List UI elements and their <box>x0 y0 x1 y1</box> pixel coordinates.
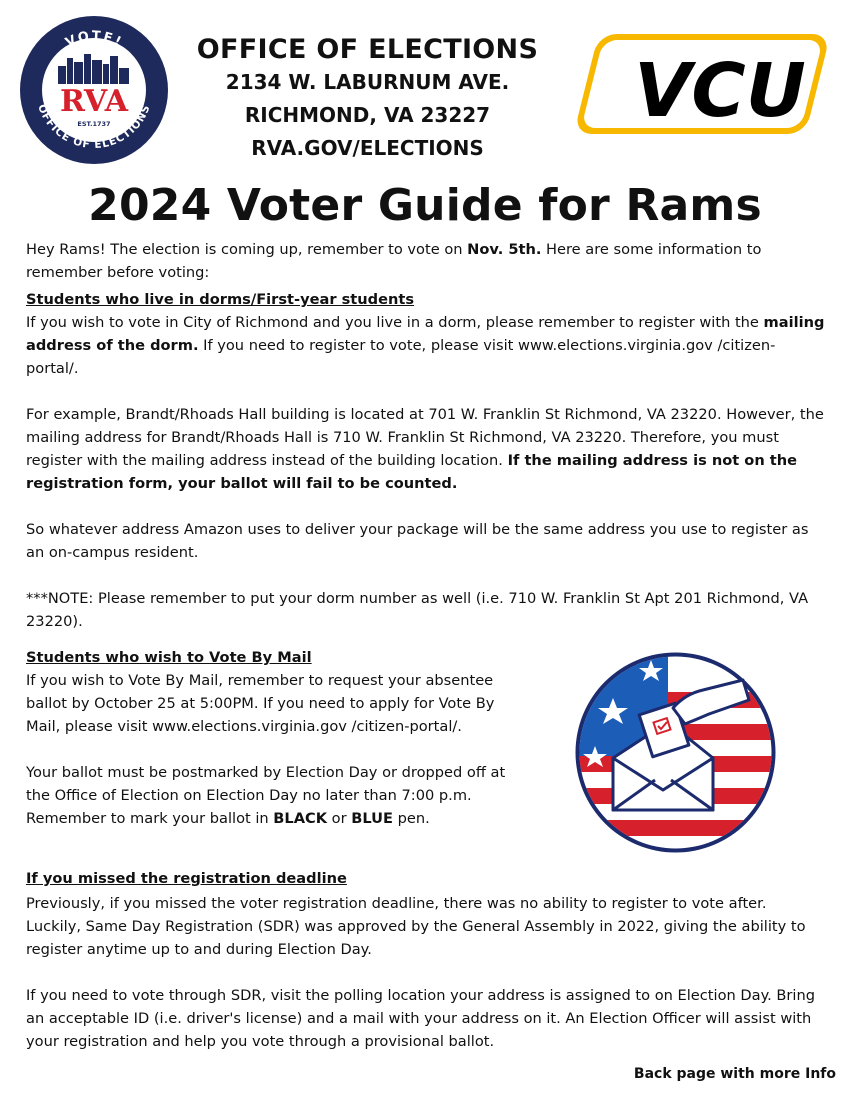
vcu-logo-text: VCU <box>634 48 806 134</box>
dorms-p1-text-b: If you need to register to vote, please visit www.elections.virginia.gov /citizen-portal/. <box>26 337 776 377</box>
dorms-note: ***NOTE: Please remember to put your dorm number as well (i.e. 710 W. Franklin St Apt 201 Richmond, VA 23220). <box>26 590 809 630</box>
deadline-section <box>26 867 826 1053</box>
mail-or: or <box>327 810 352 827</box>
mail-p2-text-b: pen. <box>393 810 430 827</box>
intro-text-1: Hey Rams! The election is coming up, remember to vote on <box>26 241 468 258</box>
dorms-p1-text-a: If you wish to vote in City of Richmond and you live in a dorm, please remember to register with the <box>26 314 764 331</box>
deadline-heading: If you missed the registration deadline <box>26 870 347 887</box>
dorms-p2-bold: If the mailing address is not on the registration form, your ballot will fail to be counted. <box>26 452 798 492</box>
deadline-p1: Previously, if you missed the voter registration deadline, there was no ability to register to vote after. Luckily, Same Day Registration (SDR) was approved by the General Assembly in 2022, giving the ability to register anytime up to and during Election Day. <box>26 895 806 958</box>
vcu-logo <box>570 28 832 140</box>
mail-p1: If you wish to Vote By Mail, remember to request your absentee ballot by October 25 at 5:00PM. If you need to apply for Vote By Mail, please visit www.elections.virginia.gov /citizen-portal/. <box>26 672 495 735</box>
intro-paragraph <box>26 238 826 284</box>
seal-bottom-text: OFFICE OF ELECTIONS <box>35 102 153 152</box>
election-date: Nov. 5th. <box>467 241 542 258</box>
deadline-p2: If you need to vote through SDR, visit the polling location your address is assigned to on Election Day. Bring an acceptable ID (i.e. driver's license) and a mail with your address on it. An Election Officer will assist with your registration and help you vote through a provisional ballot. <box>26 987 815 1050</box>
mail-black: BLACK <box>273 810 328 827</box>
office-website: RVA.GOV/ELECTIONS <box>251 136 484 160</box>
ballot-envelope-icon <box>573 650 778 855</box>
mail-p2-text-a: Your ballot must be postmarked by Election Day or dropped off at the Office of Election on Election Day no later than 7:00 p.m. Remember to mark your ballot in <box>26 764 506 827</box>
intro-text-2: Here are some information to remember before voting: <box>26 241 762 281</box>
office-street: 2134 W. LABURNUM AVE. <box>225 70 510 94</box>
office-name: OFFICE OF ELECTIONS <box>196 34 539 65</box>
page-title: 2024 Voter Guide for Rams <box>88 180 762 231</box>
dorms-p2-text: For example, Brandt/Rhoads Hall building is located at 701 W. Franklin St Richmond, VA 23220. However, the mailing address for Brandt/Rhoads Hall is 710 W. Franklin St Richmond, VA 23220. Therefore, you must register with the mailing address instead of the building location. <box>26 406 824 469</box>
mail-section <box>26 646 516 830</box>
seal-top-text: VOTE! <box>63 28 125 51</box>
mail-heading: Students who wish to Vote By Mail <box>26 649 312 666</box>
back-page-note: Back page with more Info <box>633 1066 836 1082</box>
office-header <box>175 34 560 165</box>
office-city: RICHMOND, VA 23227 <box>244 103 491 127</box>
mail-blue: BLUE <box>351 810 393 827</box>
rva-office-of-elections-seal <box>18 14 170 166</box>
dorms-section <box>26 288 826 633</box>
seal-monogram: RVA <box>59 84 129 119</box>
dorms-p3: So whatever address Amazon uses to deliver your package will be the same address you use to register as an on-campus resident. <box>26 521 809 561</box>
seal-established: EST.1737 <box>77 120 111 128</box>
dorms-p1-bold: mailing address of the dorm. <box>26 314 825 354</box>
dorms-heading: Students who live in dorms/First-year students <box>26 291 415 308</box>
